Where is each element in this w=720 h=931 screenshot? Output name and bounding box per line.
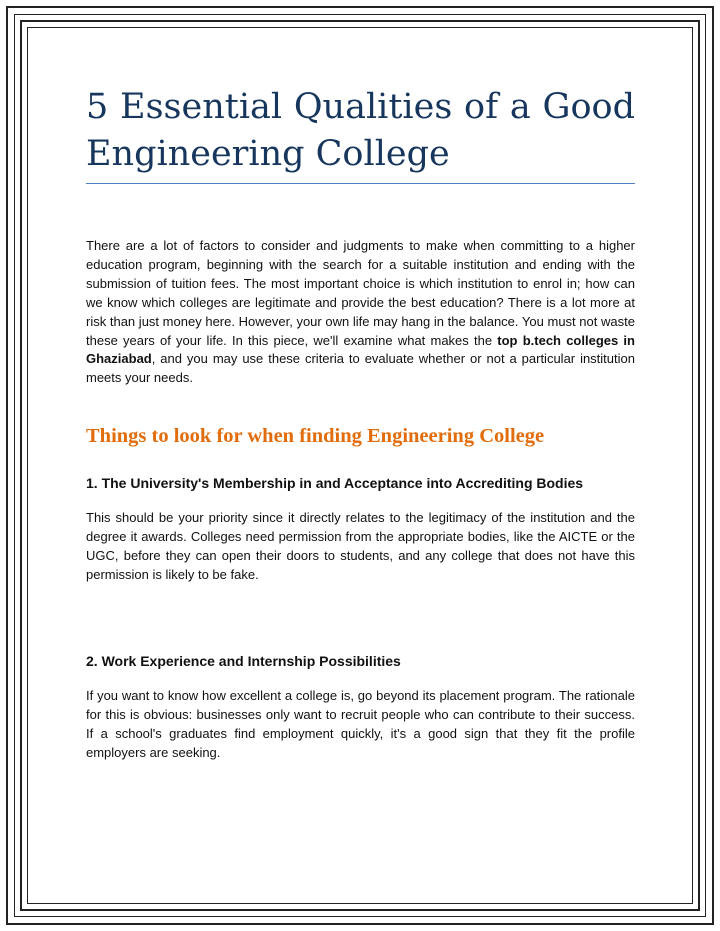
intro-text-end: , and you may use these criteria to evaluate whether or not a particular institution meets your needs. (86, 351, 635, 386)
intro-bold-keyword: top b.tech colleges in Ghaziabad (86, 332, 635, 367)
page-title-line-1: 5 Essential Qualities of a Good (86, 87, 635, 127)
subsection-body-2: If you want to know how excellent a college is, go beyond its placement program. The rationale for this is obvious: businesses only want to recruit people who can contribute to their success. If a school's graduates find employment quickly, it's a good sign that they fit the profile employers are seeking. (86, 687, 635, 760)
subsection-heading-1: 1. The University's Membership in and Acceptance into Accrediting Bodies (86, 475, 584, 492)
document-body (86, 84, 635, 763)
subsection-body-1: This should be your priority since it directly relates to the legitimacy of the institution and the degree it awards. Colleges need permission from the appropriate bodies, like the AICTE or the UGC, before they can open their doors to students, and any college that does not have this permission is likely to be fake. (86, 510, 635, 582)
page-title (86, 84, 635, 184)
page-title-line-2: Engineering College (86, 134, 450, 174)
intro-paragraph (86, 237, 635, 388)
subsection-heading-2: 2. Work Experience and Internship Possibilities (86, 652, 401, 669)
intro-text-start: There are a lot of factors to consider and judgments to make when committing to a higher education program, beginning with the search for a suitable institution and ending with the submission of tuition fees. The most important choice is which institution to enrol in; how can we know which colleges are legitimate and provide the best education? There is a lot more at risk than just money here. However, your own life may hang in the balance. You must not waste these years of your life. In this piece, we'll examine what makes the (86, 238, 635, 348)
section-heading: Things to look for when finding Engineering College (86, 425, 545, 448)
